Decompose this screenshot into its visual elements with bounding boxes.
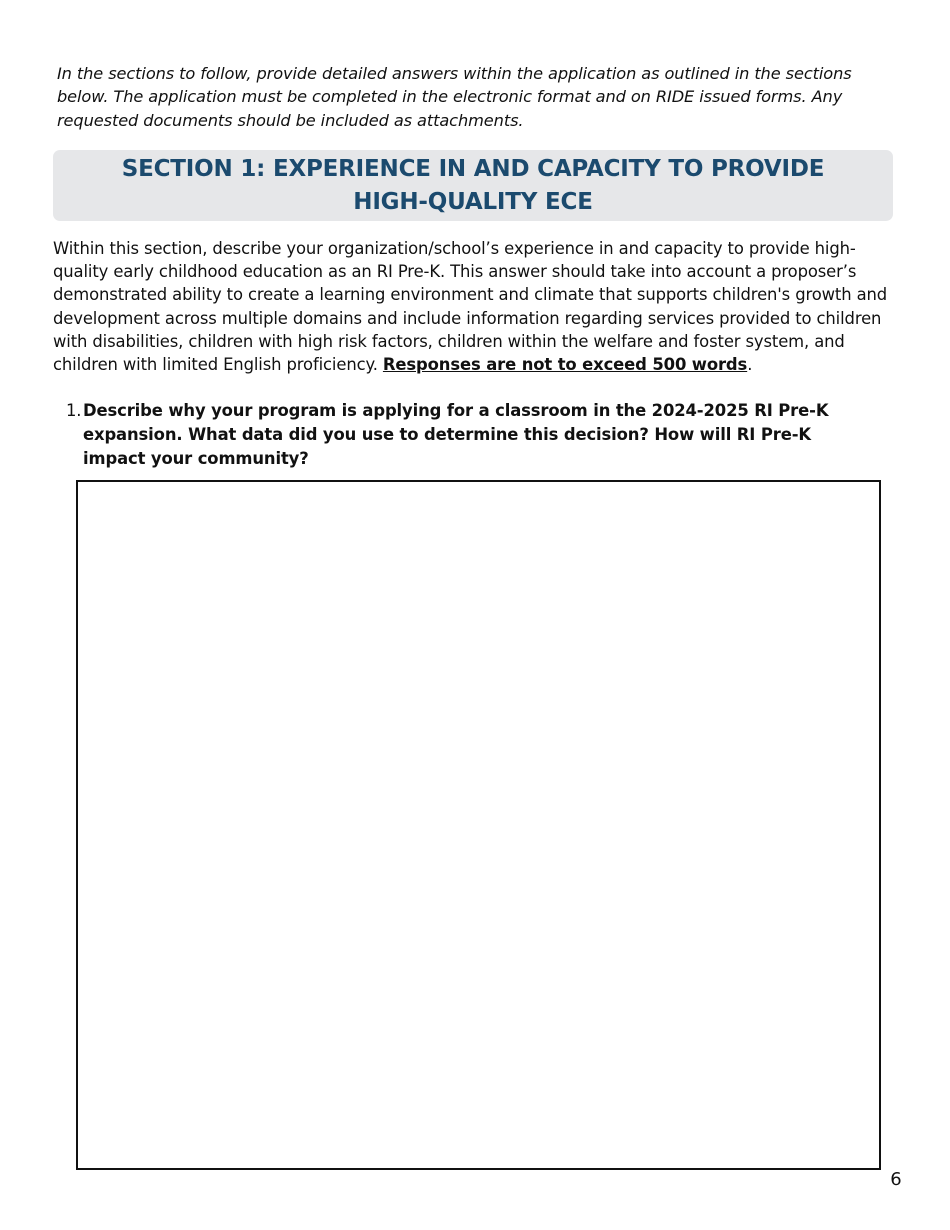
instructions-paragraph: In the sections to follow, provide detailed answers within the application as outlined in the sections below. The application must be completed in the electronic format and on RIDE issued forms. Any requested documents should be included as attachments.: [57, 64, 852, 130]
section-description-text: Within this section, describe your organization/school’s experience in and capacity to provide high-quality early childhood education as an RI Pre-K. This answer should take into account a proposer’s demonstrated ability to create a learning environment and climate that supports children's growth and development across multiple domains and include information regarding services provided to children with disabilities, children with high risk factors, children within the welfare and foster system, and children with limited English proficiency.: [53, 239, 888, 375]
question-number: 1.: [66, 401, 82, 420]
word-limit-period: .: [747, 355, 753, 375]
word-limit-note: Responses are not to exceed 500 words: [382, 355, 748, 375]
section-title-line-1: SECTION 1: EXPERIENCE IN AND CAPACITY TO PROVIDE: [121, 156, 825, 182]
section-description: [53, 237, 898, 376]
question-text: Describe why your program is applying for a classroom in the 2024-2025 RI Pre-K expansion. What data did you use to determine this decision? How will RI Pre-K impact your community?: [83, 401, 829, 468]
section-header-banner: [53, 150, 893, 221]
question-1: [64, 399, 873, 471]
section-title: [53, 153, 893, 219]
section-title-line-2: HIGH-QUALITY ECE: [353, 189, 593, 215]
page-number: 6: [890, 1169, 902, 1190]
answer-text-box[interactable]: [76, 480, 881, 1170]
